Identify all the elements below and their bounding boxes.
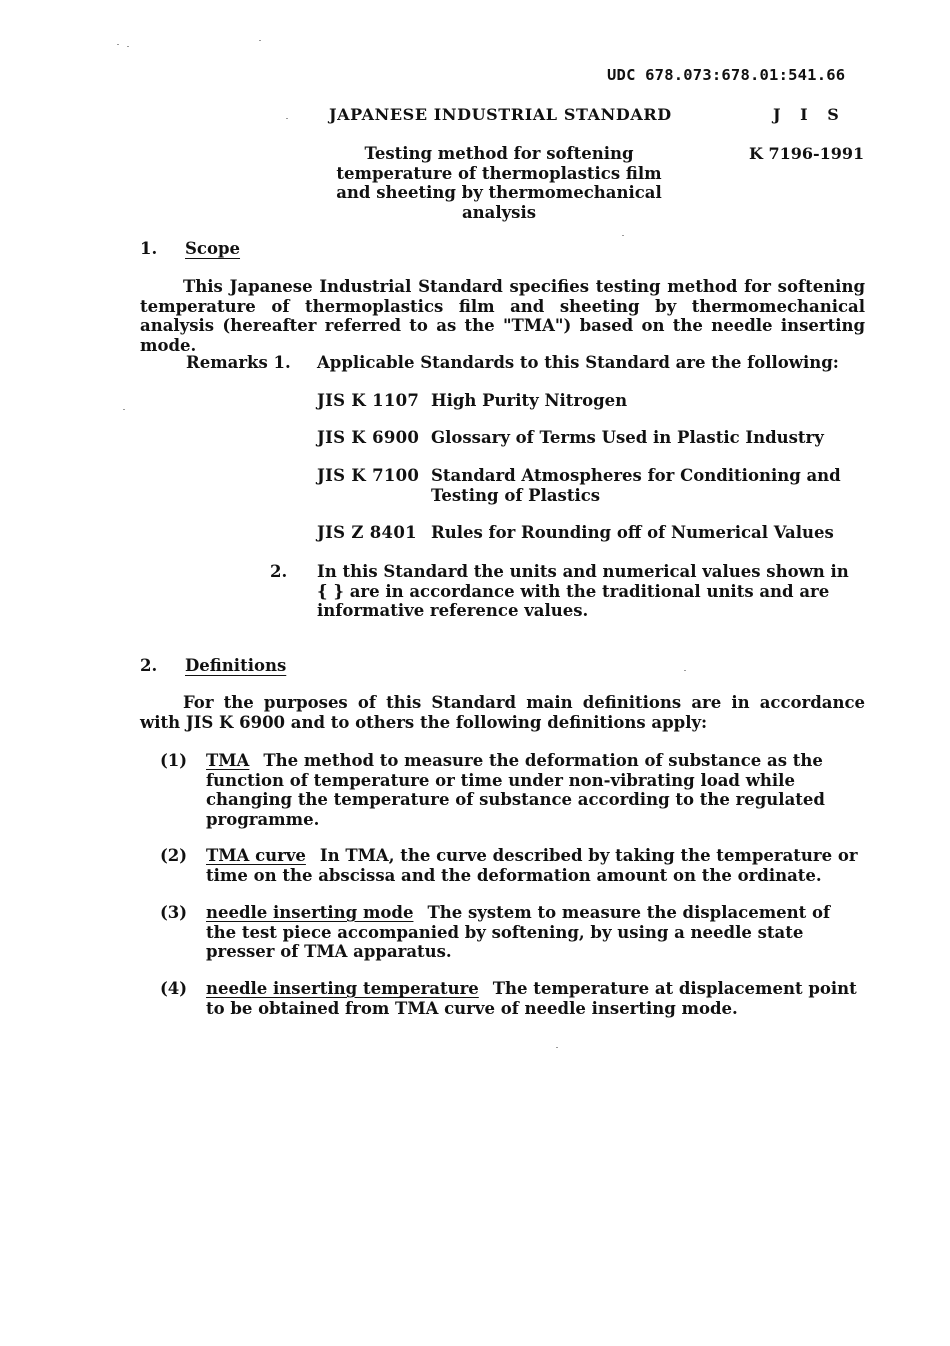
definition-term: TMA curve bbox=[206, 846, 306, 865]
remarks-label: Remarks 1. bbox=[186, 353, 291, 372]
definition-number: (2) bbox=[160, 846, 188, 865]
jis-mark: J I S bbox=[773, 105, 846, 124]
section-2-number: 2. bbox=[140, 656, 158, 675]
definition-text: The system to measure the displacement of the test piece accompanied by softening, by using a needle state presser of TMA apparatus. bbox=[206, 903, 831, 961]
scan-speck bbox=[556, 1047, 558, 1048]
definition-text: In TMA, the curve described by taking the temperature or time on the abscissa and the deformation amount on the ordinate. bbox=[206, 846, 858, 885]
reference-code: JIS K 6900 bbox=[317, 428, 420, 447]
reference-code: JIS K 1107 bbox=[317, 391, 420, 410]
standard-number: K 7196-1991 bbox=[749, 144, 865, 163]
document-title: Testing method for softening temperature of thermoplastics film and sheeting by thermomechanical analysis bbox=[336, 144, 662, 222]
udc-number: UDC 678.073:678.01:541.66 bbox=[607, 66, 846, 84]
definition-number: (1) bbox=[160, 751, 188, 770]
reference-title: Glossary of Terms Used in Plastic Industry bbox=[431, 428, 824, 447]
definition-text: The method to measure the deformation of substance as the function of temperature or time under non-vibrating load while changing the temperature of substance according to the regulated programme. bbox=[206, 751, 825, 829]
definition-item bbox=[206, 903, 838, 962]
definition-number: (3) bbox=[160, 903, 188, 922]
definition-number: (4) bbox=[160, 979, 188, 998]
section-2-title: Definitions bbox=[185, 656, 287, 675]
scan-speck bbox=[117, 44, 119, 45]
definitions-paragraph: For the purposes of this Standard main definitions are in accordance with JIS K 6900 and to others the following definitions apply: bbox=[140, 693, 865, 732]
scan-speck bbox=[123, 409, 125, 410]
standard-name: JAPANESE INDUSTRIAL STANDARD bbox=[329, 105, 672, 124]
section-1-title: Scope bbox=[185, 239, 241, 258]
definition-term: needle inserting mode bbox=[206, 903, 414, 922]
section-1-number: 1. bbox=[140, 239, 158, 258]
scan-speck bbox=[622, 235, 624, 236]
definition-text: The temperature at displacement point to be obtained from TMA curve of needle inserting mode. bbox=[206, 979, 857, 1018]
definition-item bbox=[206, 751, 834, 829]
definition-item bbox=[206, 846, 864, 885]
scope-paragraph: This Japanese Industrial Standard specifies testing method for softening temperature of thermoplastics film and sheeting by thermomechanical analysis (hereafter referred to as the "TMA") based on the needle inserting mode. bbox=[140, 277, 865, 355]
scan-speck bbox=[259, 40, 261, 41]
definition-term: needle inserting temperature bbox=[206, 979, 479, 998]
scan-speck bbox=[684, 670, 686, 671]
reference-title: Rules for Rounding off of Numerical Values bbox=[431, 523, 834, 542]
remarks-2-number: 2. bbox=[270, 562, 288, 581]
scan-speck bbox=[127, 46, 129, 47]
definition-term: TMA bbox=[206, 751, 250, 770]
reference-title: High Purity Nitrogen bbox=[431, 391, 628, 410]
remarks-1-text: Applicable Standards to this Standard are the following: bbox=[317, 353, 839, 372]
reference-code: JIS Z 8401 bbox=[317, 523, 417, 542]
reference-code: JIS K 7100 bbox=[317, 466, 420, 485]
reference-title: Standard Atmospheres for Conditioning and Testing of Plastics bbox=[431, 466, 841, 505]
scan-speck bbox=[286, 118, 288, 119]
definition-item bbox=[206, 979, 864, 1018]
remarks-2-text: In this Standard the units and numerical values shown in { } are in accordance with the traditional units and are informative reference values. bbox=[317, 562, 849, 620]
